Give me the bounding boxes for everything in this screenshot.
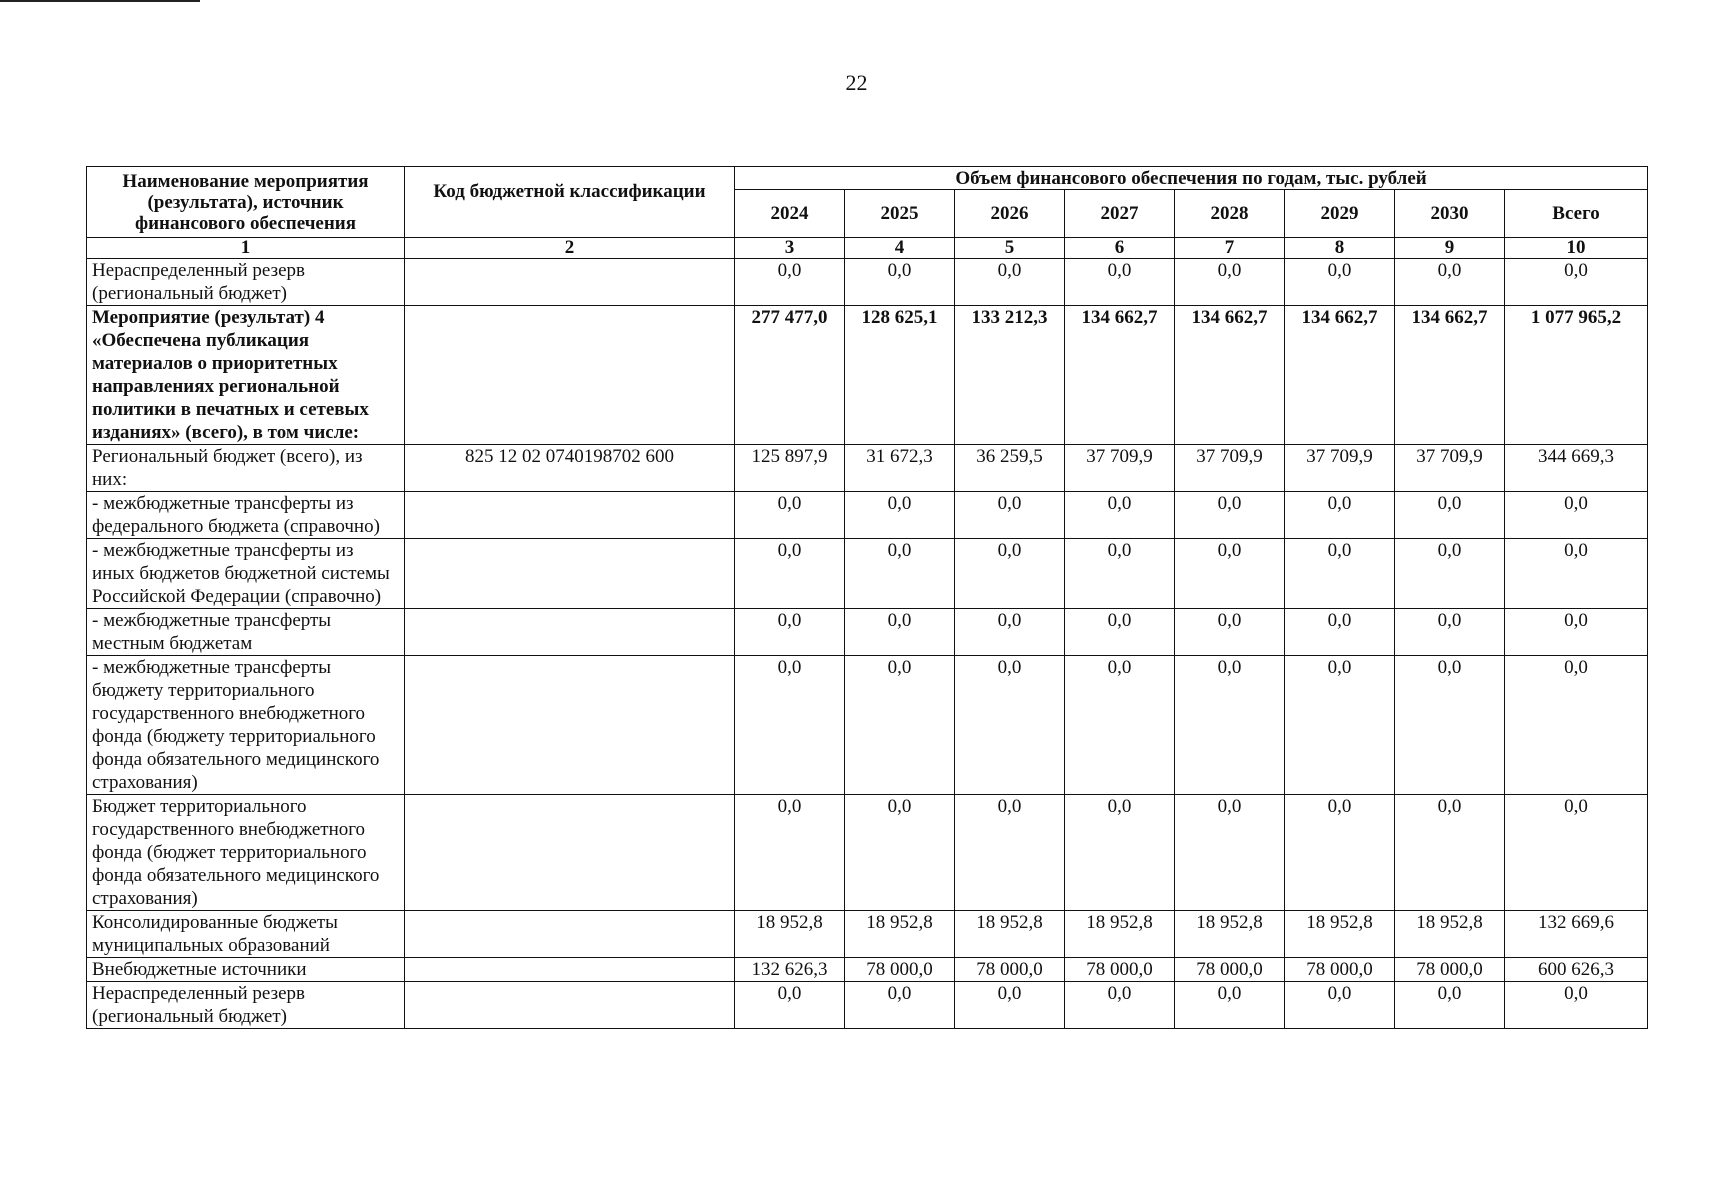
row-code xyxy=(405,609,735,656)
row-name: Нераспределенный резерв (региональный бюджет) xyxy=(87,259,405,306)
row-value: 0,0 xyxy=(955,795,1065,911)
row-value: 0,0 xyxy=(845,795,955,911)
header-year: 2028 xyxy=(1175,190,1285,238)
index-cell: 3 xyxy=(735,238,845,259)
row-code xyxy=(405,911,735,958)
row-code xyxy=(405,259,735,306)
row-name: Региональный бюджет (всего), из них: xyxy=(87,445,405,492)
row-name: - межбюджетные трансферты бюджету территориального государственного внебюджетного фонда (бюджету территориального фонда обязательного медицинского страхования) xyxy=(87,656,405,795)
header-year: 2030 xyxy=(1395,190,1505,238)
financing-table xyxy=(86,166,1648,1029)
row-value: 0,0 xyxy=(1285,656,1395,795)
row-value: 132 626,3 xyxy=(735,958,845,982)
row-value: 37 709,9 xyxy=(1395,445,1505,492)
row-name: - межбюджетные трансферты из иных бюджетов бюджетной системы Российской Федерации (справочно) xyxy=(87,539,405,609)
row-value: 37 709,9 xyxy=(1285,445,1395,492)
row-value: 133 212,3 xyxy=(955,306,1065,445)
row-value: 18 952,8 xyxy=(1285,911,1395,958)
header-name-col: Наименование мероприятия (результата), источник финансового обеспечения xyxy=(87,167,405,238)
row-value: 0,0 xyxy=(955,609,1065,656)
row-value: 37 709,9 xyxy=(1065,445,1175,492)
row-value: 0,0 xyxy=(1285,492,1395,539)
header-volume-group: Объем финансового обеспечения по годам, тыс. рублей xyxy=(735,167,1648,190)
table-row xyxy=(87,259,1648,306)
row-total: 0,0 xyxy=(1505,492,1648,539)
row-value: 0,0 xyxy=(1285,795,1395,911)
row-value: 0,0 xyxy=(955,656,1065,795)
row-value: 0,0 xyxy=(1175,492,1285,539)
row-code xyxy=(405,982,735,1029)
row-total: 0,0 xyxy=(1505,259,1648,306)
row-value: 0,0 xyxy=(1065,656,1175,795)
row-value: 31 672,3 xyxy=(845,445,955,492)
row-value: 0,0 xyxy=(1065,539,1175,609)
row-name: - межбюджетные трансферты местным бюджетам xyxy=(87,609,405,656)
table-row xyxy=(87,306,1648,445)
row-value: 78 000,0 xyxy=(955,958,1065,982)
row-code xyxy=(405,306,735,445)
table-row xyxy=(87,492,1648,539)
row-value: 78 000,0 xyxy=(1285,958,1395,982)
row-value: 134 662,7 xyxy=(1395,306,1505,445)
header-year: 2025 xyxy=(845,190,955,238)
row-value: 0,0 xyxy=(1395,982,1505,1029)
row-value: 0,0 xyxy=(1285,982,1395,1029)
row-value: 134 662,7 xyxy=(1065,306,1175,445)
row-total: 0,0 xyxy=(1505,656,1648,795)
row-name: Консолидированные бюджеты муниципальных образований xyxy=(87,911,405,958)
row-value: 0,0 xyxy=(735,795,845,911)
table-row xyxy=(87,958,1648,982)
table-row xyxy=(87,795,1648,911)
table-body xyxy=(87,259,1648,1029)
row-value: 0,0 xyxy=(1395,795,1505,911)
index-cell: 10 xyxy=(1505,238,1648,259)
row-total: 0,0 xyxy=(1505,539,1648,609)
header-year: 2029 xyxy=(1285,190,1395,238)
row-value: 0,0 xyxy=(1065,492,1175,539)
table-row xyxy=(87,609,1648,656)
row-value: 0,0 xyxy=(1065,609,1175,656)
row-total: 0,0 xyxy=(1505,795,1648,911)
row-value: 134 662,7 xyxy=(1175,306,1285,445)
row-value: 0,0 xyxy=(1065,982,1175,1029)
row-value: 0,0 xyxy=(1065,259,1175,306)
row-value: 0,0 xyxy=(955,539,1065,609)
row-code xyxy=(405,656,735,795)
row-value: 125 897,9 xyxy=(735,445,845,492)
table-row xyxy=(87,539,1648,609)
row-value: 18 952,8 xyxy=(955,911,1065,958)
header-code-col: Код бюджетной классификации xyxy=(405,167,735,238)
row-value: 0,0 xyxy=(955,259,1065,306)
row-value: 18 952,8 xyxy=(735,911,845,958)
index-cell: 6 xyxy=(1065,238,1175,259)
row-name: - межбюджетные трансферты из федерального бюджета (справочно) xyxy=(87,492,405,539)
header-index-row xyxy=(87,238,1648,259)
row-value: 0,0 xyxy=(735,539,845,609)
index-cell: 1 xyxy=(87,238,405,259)
row-value: 0,0 xyxy=(735,982,845,1029)
header-total: Всего xyxy=(1505,190,1648,238)
row-name: Бюджет территориального государственного внебюджетного фонда (бюджет территориального фонда обязательного медицинского страхования) xyxy=(87,795,405,911)
row-value: 0,0 xyxy=(845,656,955,795)
row-value: 0,0 xyxy=(1285,259,1395,306)
row-name: Внебюджетные источники xyxy=(87,958,405,982)
row-value: 0,0 xyxy=(1395,492,1505,539)
row-value: 0,0 xyxy=(1395,539,1505,609)
header-row-1 xyxy=(87,167,1648,190)
index-cell: 9 xyxy=(1395,238,1505,259)
row-total: 0,0 xyxy=(1505,609,1648,656)
row-value: 277 477,0 xyxy=(735,306,845,445)
index-cell: 4 xyxy=(845,238,955,259)
row-value: 18 952,8 xyxy=(1065,911,1175,958)
row-value: 0,0 xyxy=(1395,609,1505,656)
table-row xyxy=(87,656,1648,795)
top-rule xyxy=(0,0,200,2)
page-number: 22 xyxy=(845,70,868,95)
row-value: 0,0 xyxy=(845,982,955,1029)
row-code: 825 12 02 0740198702 600 xyxy=(405,445,735,492)
row-value: 0,0 xyxy=(845,609,955,656)
row-total: 0,0 xyxy=(1505,982,1648,1029)
row-code xyxy=(405,795,735,911)
row-value: 0,0 xyxy=(1175,795,1285,911)
table-row xyxy=(87,445,1648,492)
row-value: 36 259,5 xyxy=(955,445,1065,492)
row-value: 0,0 xyxy=(735,656,845,795)
index-cell: 2 xyxy=(405,238,735,259)
row-total: 132 669,6 xyxy=(1505,911,1648,958)
row-total: 600 626,3 xyxy=(1505,958,1648,982)
row-value: 0,0 xyxy=(1175,539,1285,609)
row-value: 18 952,8 xyxy=(845,911,955,958)
row-value: 78 000,0 xyxy=(1395,958,1505,982)
row-value: 37 709,9 xyxy=(1175,445,1285,492)
row-name: Нераспределенный резерв (региональный бюджет) xyxy=(87,982,405,1029)
row-code xyxy=(405,492,735,539)
row-name: Мероприятие (результат) 4 «Обеспечена публикация материалов о приоритетных направлениях региональной политики в печатных и сетевых изданиях» (всего), в том числе: xyxy=(87,306,405,445)
header-year: 2026 xyxy=(955,190,1065,238)
index-cell: 5 xyxy=(955,238,1065,259)
row-value: 0,0 xyxy=(1065,795,1175,911)
row-value: 18 952,8 xyxy=(1395,911,1505,958)
row-value: 0,0 xyxy=(735,259,845,306)
row-value: 18 952,8 xyxy=(1175,911,1285,958)
index-cell: 7 xyxy=(1175,238,1285,259)
row-value: 0,0 xyxy=(845,492,955,539)
row-value: 0,0 xyxy=(735,609,845,656)
row-total: 1 077 965,2 xyxy=(1505,306,1648,445)
row-value: 78 000,0 xyxy=(845,958,955,982)
row-value: 0,0 xyxy=(955,982,1065,1029)
row-value: 0,0 xyxy=(1285,609,1395,656)
row-value: 0,0 xyxy=(1395,656,1505,795)
row-value: 0,0 xyxy=(1175,609,1285,656)
row-value: 78 000,0 xyxy=(1175,958,1285,982)
row-value: 128 625,1 xyxy=(845,306,955,445)
row-value: 0,0 xyxy=(1175,982,1285,1029)
table-row xyxy=(87,911,1648,958)
row-value: 0,0 xyxy=(845,259,955,306)
row-value: 0,0 xyxy=(1395,259,1505,306)
row-value: 0,0 xyxy=(845,539,955,609)
row-total: 344 669,3 xyxy=(1505,445,1648,492)
header-year: 2027 xyxy=(1065,190,1175,238)
table-row xyxy=(87,982,1648,1029)
row-value: 0,0 xyxy=(735,492,845,539)
row-code xyxy=(405,539,735,609)
row-value: 0,0 xyxy=(955,492,1065,539)
header-year: 2024 xyxy=(735,190,845,238)
row-value: 78 000,0 xyxy=(1065,958,1175,982)
index-cell: 8 xyxy=(1285,238,1395,259)
row-value: 0,0 xyxy=(1175,259,1285,306)
row-value: 0,0 xyxy=(1285,539,1395,609)
row-value: 134 662,7 xyxy=(1285,306,1395,445)
row-value: 0,0 xyxy=(1175,656,1285,795)
row-code xyxy=(405,958,735,982)
